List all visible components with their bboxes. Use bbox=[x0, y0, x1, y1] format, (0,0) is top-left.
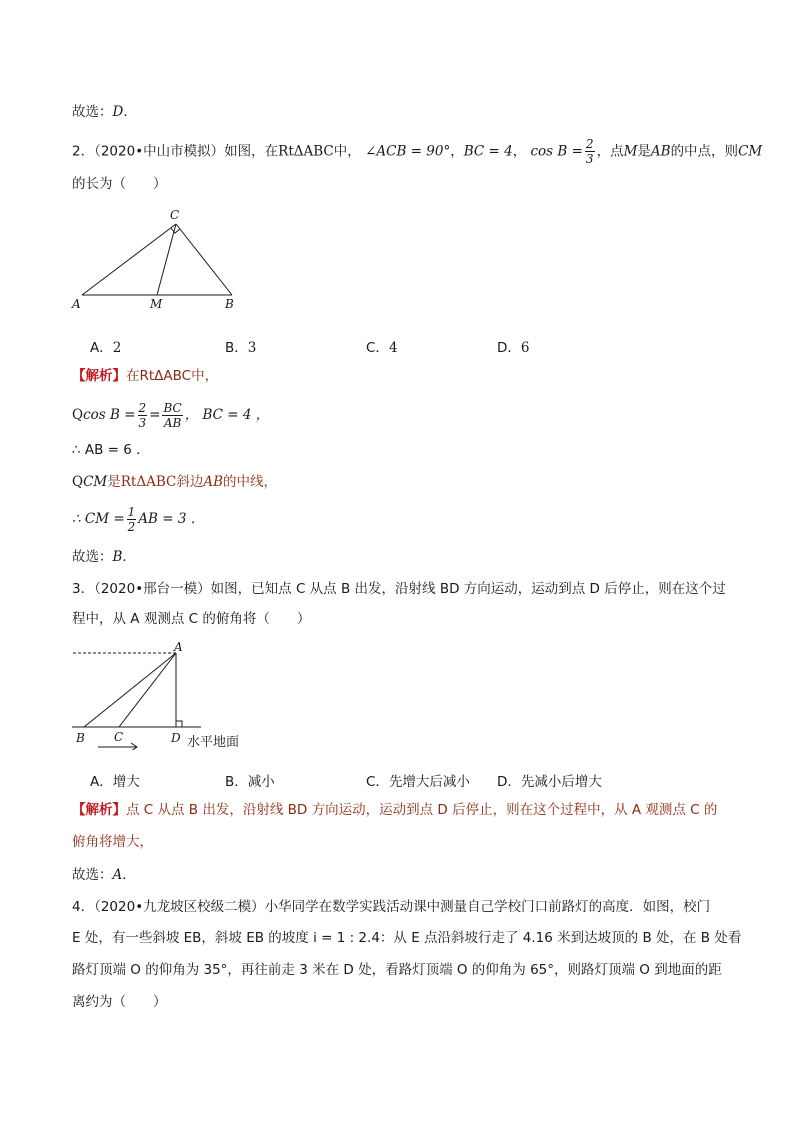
solution-text: 在RtΔABC中， bbox=[126, 368, 219, 384]
numerator: 2 bbox=[585, 137, 594, 151]
option-value: 3 bbox=[247, 340, 257, 356]
question-number: 2． bbox=[72, 143, 95, 160]
q2-stem-line2: 的长为（ ） bbox=[72, 176, 167, 192]
answer-value: B bbox=[112, 549, 123, 565]
label-c: C bbox=[114, 730, 124, 744]
denominator: 3 bbox=[138, 415, 147, 430]
q4-stem-line2: E 处，有一些斜坡 EB，斜坡 EB 的坡度 i = 1 : 2.4：从 E 点沿斜坡行走了 4.16 米到达坡顶的 B 处，在 B 处看 bbox=[72, 930, 742, 946]
stem-text: 如图，已知点 C 从点 B 出发，沿射线 BD 方向运动，运动到点 D 后停止，则在这个过 bbox=[210, 581, 726, 597]
q2-answer bbox=[72, 547, 136, 567]
q2-solution-line5 bbox=[72, 504, 204, 534]
q4-stem-line3: 路灯顶端 O 的仰角为 35°，再往前走 3 米在 D 处，看路灯顶端 O 的仰角为 65°，则路灯顶端 O 到地面的距 bbox=[72, 962, 722, 978]
solution-math: cos B = bbox=[83, 407, 136, 423]
stem-math: AB bbox=[650, 143, 671, 160]
denominator: 3 bbox=[585, 152, 594, 166]
numerator: 2 bbox=[138, 400, 147, 415]
stem-math: CM bbox=[738, 143, 763, 160]
q2-option-a[interactable] bbox=[90, 336, 121, 356]
solution-text: 俯角将增大， bbox=[72, 834, 153, 850]
stem-math: RtΔABC bbox=[278, 143, 334, 160]
stem-math: M bbox=[623, 143, 638, 160]
stem-math: ∠ACB = 90° bbox=[365, 143, 451, 160]
label-d: D bbox=[171, 731, 181, 745]
q2-solution-line3: ∴ AB = 6 ． bbox=[72, 442, 150, 458]
option-value: 增大 bbox=[112, 774, 140, 790]
stem-text: ， bbox=[512, 143, 527, 160]
label-b: B bbox=[76, 731, 85, 745]
option-key: C． bbox=[366, 774, 389, 790]
q2-solution-line4 bbox=[72, 472, 277, 492]
stem-text: 的中点，则 bbox=[670, 143, 739, 160]
stem-text: 是 bbox=[637, 143, 651, 160]
solution-tag: 【解析】 bbox=[72, 368, 126, 384]
answer-value: A bbox=[112, 867, 123, 883]
option-value: 6 bbox=[520, 340, 530, 356]
option-key: D． bbox=[497, 774, 521, 790]
side-bc bbox=[176, 224, 232, 295]
stem-text: ， bbox=[450, 143, 464, 160]
denominator: AB bbox=[163, 415, 182, 430]
q3-option-d[interactable] bbox=[497, 770, 602, 790]
option-key: C． bbox=[366, 340, 389, 356]
fraction bbox=[585, 137, 595, 166]
answer-value: D bbox=[112, 104, 124, 120]
question-source: （2020•九龙坡区校级二模） bbox=[94, 899, 265, 915]
solution-math: = bbox=[149, 407, 161, 423]
q4-stem-line4: 离约为（ ） bbox=[72, 994, 167, 1010]
label-b: B bbox=[225, 297, 234, 311]
solution-math: AB = 3 ． bbox=[138, 511, 205, 527]
answer-label: 故选： bbox=[72, 104, 113, 120]
q2-triangle-figure bbox=[70, 206, 250, 316]
q2-option-d[interactable] bbox=[497, 336, 530, 356]
option-value: 2 bbox=[112, 340, 122, 356]
fraction bbox=[138, 401, 148, 430]
because-symbol: Q bbox=[72, 474, 84, 490]
segment-cm bbox=[157, 224, 176, 295]
q3-option-a[interactable] bbox=[90, 770, 140, 790]
answer-end: ． bbox=[123, 104, 137, 120]
option-value: 先减小后增大 bbox=[520, 774, 602, 790]
q2-option-b[interactable] bbox=[225, 336, 256, 356]
right-angle-mark bbox=[171, 228, 180, 233]
q3-solution-line2 bbox=[72, 832, 153, 852]
fraction bbox=[162, 401, 182, 430]
label-m: M bbox=[150, 297, 163, 311]
question-number: 3． bbox=[72, 581, 95, 597]
q3-stem-line1 bbox=[72, 579, 726, 599]
question-source: （2020•中山市模拟） bbox=[94, 143, 225, 160]
q2-solution-line1 bbox=[72, 366, 218, 386]
ground-label: 水平地面 bbox=[187, 734, 240, 749]
label-a: A bbox=[174, 640, 183, 654]
solution-math: AB bbox=[203, 474, 223, 490]
q3-stem-line2: 程中，从 A 观测点 C 的俯角将（ ） bbox=[72, 611, 311, 627]
segment-ac bbox=[119, 653, 176, 727]
option-value: 减小 bbox=[247, 774, 275, 790]
q2-stem-line1 bbox=[72, 137, 762, 166]
solution-text: 点 C 从点 B 出发，沿射线 BD 方向运动，运动到点 D 后停止，则在这个过程中，从 A 观测点 C 的 bbox=[126, 802, 718, 818]
solution-text: 斜边 bbox=[176, 474, 204, 490]
option-key: A． bbox=[90, 340, 113, 356]
stem-math: cos B = bbox=[530, 143, 583, 160]
label-c: C bbox=[170, 208, 180, 222]
numerator: BC bbox=[163, 400, 182, 415]
answer-label: 故选： bbox=[72, 867, 113, 883]
solution-math: ∴ CM = bbox=[72, 511, 125, 527]
q3-option-c[interactable] bbox=[366, 770, 470, 790]
solution-text: 的中线， bbox=[223, 474, 277, 490]
question-source: （2020•邢台一模） bbox=[94, 581, 211, 597]
option-value: 4 bbox=[388, 340, 398, 356]
fraction bbox=[127, 505, 137, 534]
solution-tag: 【解析】 bbox=[72, 802, 126, 818]
solution-math: RtΔABC bbox=[120, 474, 177, 490]
option-key: B． bbox=[225, 340, 248, 356]
q3-depression-figure bbox=[70, 638, 270, 750]
option-key: D． bbox=[497, 340, 521, 356]
q3-solution-line1 bbox=[72, 800, 717, 820]
numerator: 1 bbox=[127, 504, 136, 519]
stem-text: 如图，在 bbox=[224, 143, 279, 160]
solution-math: ， BC = 4 ， bbox=[184, 407, 270, 423]
answer-end: ． bbox=[122, 867, 136, 883]
solution-math: CM bbox=[83, 474, 108, 490]
option-value: 先增大后减小 bbox=[388, 774, 470, 790]
stem-text: 小华同学在数学实践活动课中测量自己学校门口前路灯的高度．如图，校门 bbox=[264, 899, 711, 915]
answer-end: ． bbox=[122, 549, 136, 565]
option-key: A． bbox=[90, 774, 113, 790]
q3-answer bbox=[72, 865, 136, 885]
q2-option-c[interactable] bbox=[366, 336, 398, 356]
stem-text: ，点 bbox=[596, 143, 624, 160]
prev-answer bbox=[72, 102, 137, 122]
q2-solution-line2 bbox=[72, 400, 269, 430]
question-number: 4． bbox=[72, 899, 95, 915]
stem-math: BC = 4 bbox=[463, 143, 513, 160]
option-key: B． bbox=[225, 774, 248, 790]
segment-ab bbox=[84, 653, 176, 727]
q3-option-b[interactable] bbox=[225, 770, 275, 790]
answer-label: 故选： bbox=[72, 549, 113, 565]
because-symbol: Q bbox=[72, 407, 84, 423]
q4-stem-line1 bbox=[72, 897, 710, 917]
right-angle-mark bbox=[176, 721, 182, 727]
solution-text: 是 bbox=[107, 474, 121, 490]
stem-text: 中， bbox=[333, 143, 361, 160]
label-a: A bbox=[72, 297, 81, 311]
side-ac bbox=[82, 224, 176, 295]
denominator: 2 bbox=[127, 519, 136, 534]
